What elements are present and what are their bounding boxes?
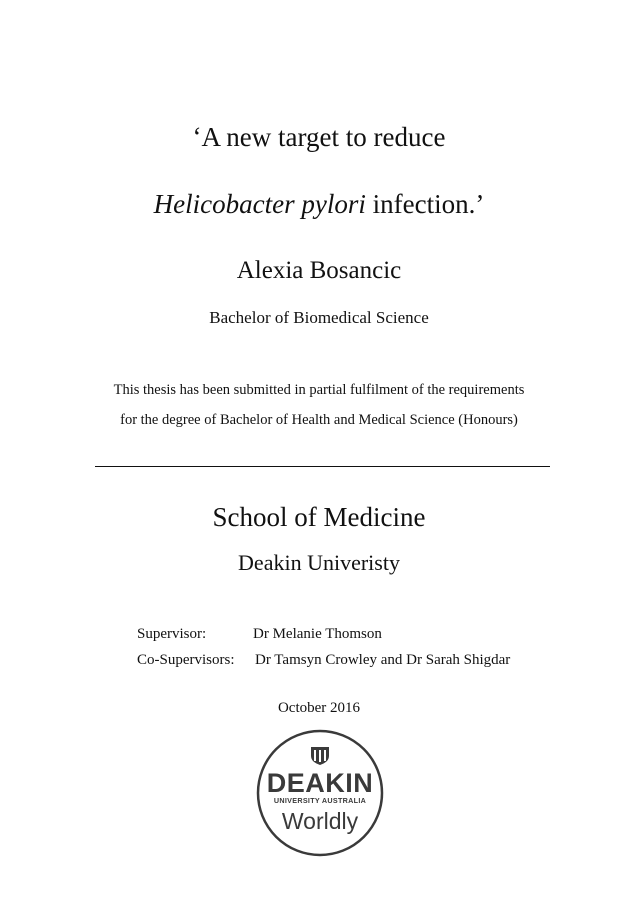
supervisor-name: Dr Melanie Thomson xyxy=(253,626,382,642)
submission-statement-line-2: for the degree of Bachelor of Health and Medical Science (Honours) xyxy=(120,412,518,428)
divider-rule xyxy=(95,466,550,467)
deakin-logo xyxy=(255,728,385,858)
university-name: Deakin Univeristy xyxy=(238,550,400,575)
school-name: School of Medicine xyxy=(212,502,426,532)
logo-wordmark: DEAKIN xyxy=(266,768,374,798)
cosupervisors-names: Dr Tamsyn Crowley and Dr Sarah Shigdar xyxy=(255,652,511,668)
title-line-2 xyxy=(0,189,638,220)
deakin-logo-graphic xyxy=(255,728,385,858)
logo-subtitle: UNIVERSITY AUSTRALIA xyxy=(273,796,367,805)
title-line-1: ‘A new target to reduce xyxy=(192,122,446,152)
submission-date: October 2016 xyxy=(277,700,361,716)
title-line-2-rest: infection.’ xyxy=(365,189,485,219)
supervisor-label: Supervisor: xyxy=(137,626,207,642)
supervisor-row xyxy=(137,626,537,646)
current-degree: Bachelor of Biomedical Science xyxy=(209,308,429,327)
cosupervisors-label: Co-Supervisors: xyxy=(137,652,235,668)
author-name: Alexia Bosancic xyxy=(236,257,402,284)
species-name: Helicobacter pylori xyxy=(153,189,366,219)
logo-tagline: Worldly xyxy=(281,808,359,834)
submission-statement-line-1: This thesis has been submitted in partial fulfilment of the requirements xyxy=(113,382,525,398)
cosupervisors-row xyxy=(137,652,537,672)
